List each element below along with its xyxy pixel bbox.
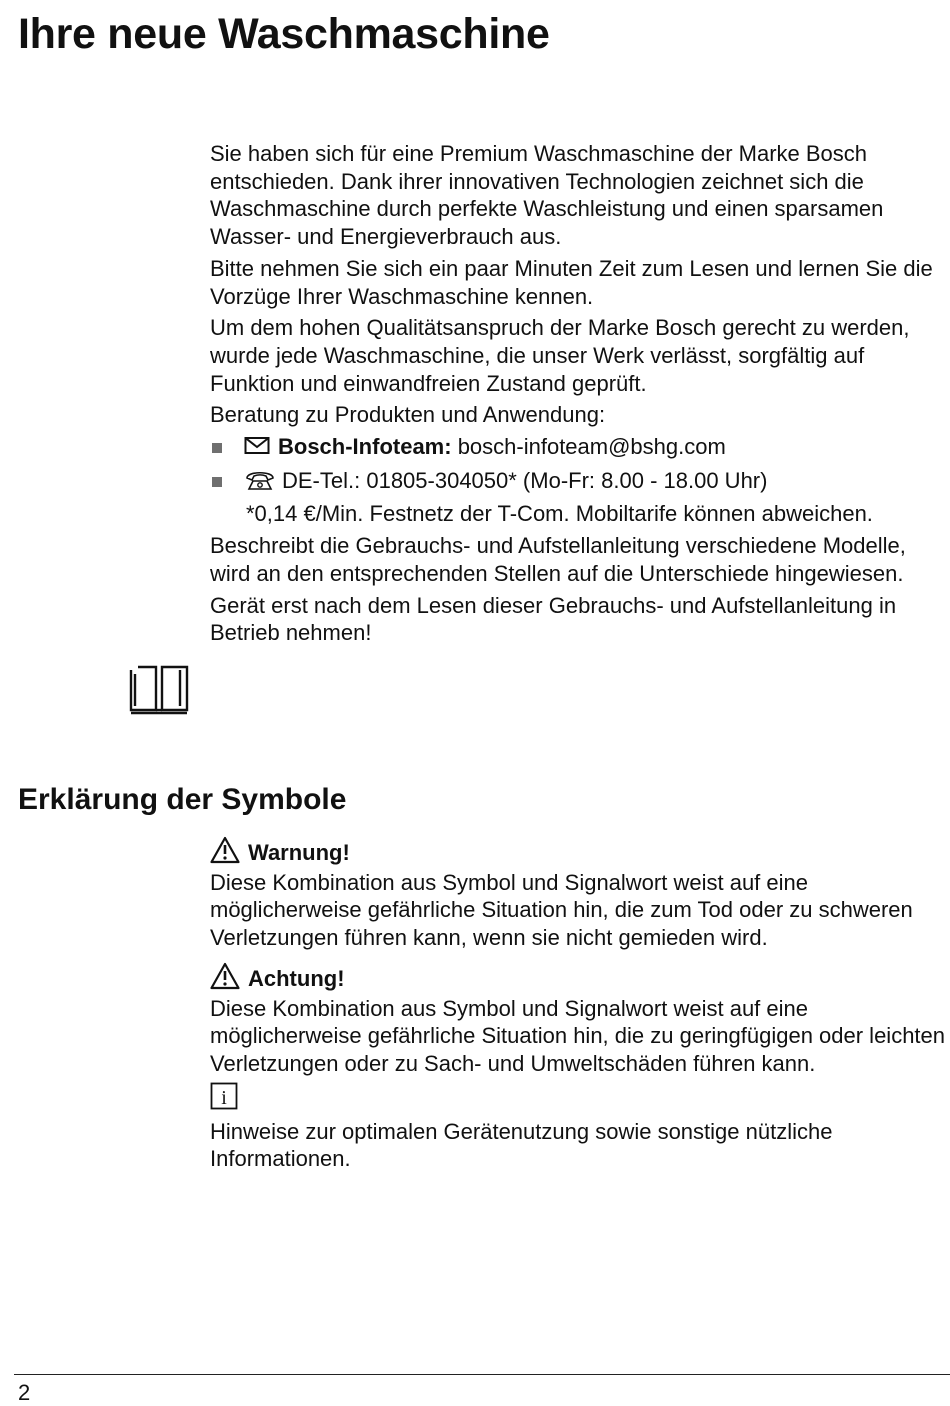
symbols-heading: Erklärung der Symbole	[18, 783, 347, 816]
warning-label: Warnung!	[248, 840, 350, 865]
svg-text:i: i	[221, 1086, 227, 1109]
caution-signal	[210, 962, 946, 993]
intro-paragraph: Beschreibt die Gebrauchs- und Aufstellanleitung verschiedene Modelle, wird an den entsprechenden Stellen auf die Unterschiede hingewiesen.	[210, 533, 906, 586]
consulting-heading: Beratung zu Produkten und Anwendung:	[210, 402, 606, 428]
warning-signal	[210, 836, 946, 867]
phone-cost-note: *0,14 €/Min. Festnetz der T-Com. Mobiltarife können abweichen.	[246, 501, 873, 527]
phone-text: DE-Tel.: 01805-304050* (Mo-Fr: 8.00 - 18.00 Uhr)	[282, 467, 768, 493]
bullet-square	[212, 477, 222, 487]
warning-description: Diese Kombination aus Symbol und Signalwort weist auf eine möglicherweise gefährliche Situation hin, die zum Tod oder zu schweren Verletzungen führen kann, wenn sie nicht gemieden wird.	[210, 869, 913, 951]
caution-label: Achtung!	[248, 965, 345, 991]
telephone-icon	[244, 469, 276, 491]
open-book-icon	[128, 664, 190, 716]
page-number: 2	[18, 1380, 31, 1405]
email-address[interactable]: bosch-infoteam@bshg.com	[457, 434, 726, 460]
caution-description: Diese Kombination aus Symbol und Signalwort weist auf eine möglicherweise gefährliche Situation hin, die zu geringfügigen oder leichten Verletzungen oder zu Sach- und Umweltschäden führen kann.	[210, 995, 946, 1076]
intro-paragraph: Um dem hohen Qualitätsanspruch der Marke Bosch gerecht zu werden, wurde jede Waschmaschine, die unser Werk verlässt, sorgfältig auf Funktion und einwandfreien Zustand geprüft.	[210, 315, 910, 396]
info-icon	[210, 1082, 238, 1110]
read-instructions-notice: Gerät erst nach dem Lesen dieser Gebrauchs- und Aufstellanleitung in Betrieb nehmen!	[210, 592, 897, 646]
bullet-square	[212, 443, 222, 453]
envelope-icon	[244, 435, 270, 457]
intro-paragraph: Bitte nehmen Sie sich ein paar Minuten Zeit zum Lesen und lernen Sie die Vorzüge Ihrer Waschmaschine kennen.	[210, 255, 933, 309]
intro-paragraph: Sie haben sich für eine Premium Waschmaschine der Marke Bosch entschieden. Dank ihrer innovativen Technologien zeichnet sich die Waschmaschine durch perfekte Waschleistung und einen sparsamen Wasser- und Energieverbrauch aus.	[210, 141, 884, 250]
caution-triangle-icon	[210, 962, 240, 990]
info-description: Hinweise zur optimalen Gerätenutzung sowie sonstige nützliche Informationen.	[210, 1118, 833, 1172]
email-label: Bosch-Infoteam:	[278, 434, 452, 460]
intro-section	[210, 140, 946, 651]
phone-contact-item	[210, 467, 946, 495]
email-contact-item	[210, 433, 946, 461]
page-title: Ihre neue Waschmaschine	[18, 10, 550, 58]
footer-rule	[14, 1374, 950, 1375]
symbols-section	[210, 836, 946, 1177]
info-signal	[210, 1082, 946, 1110]
warning-triangle-icon	[210, 836, 240, 864]
